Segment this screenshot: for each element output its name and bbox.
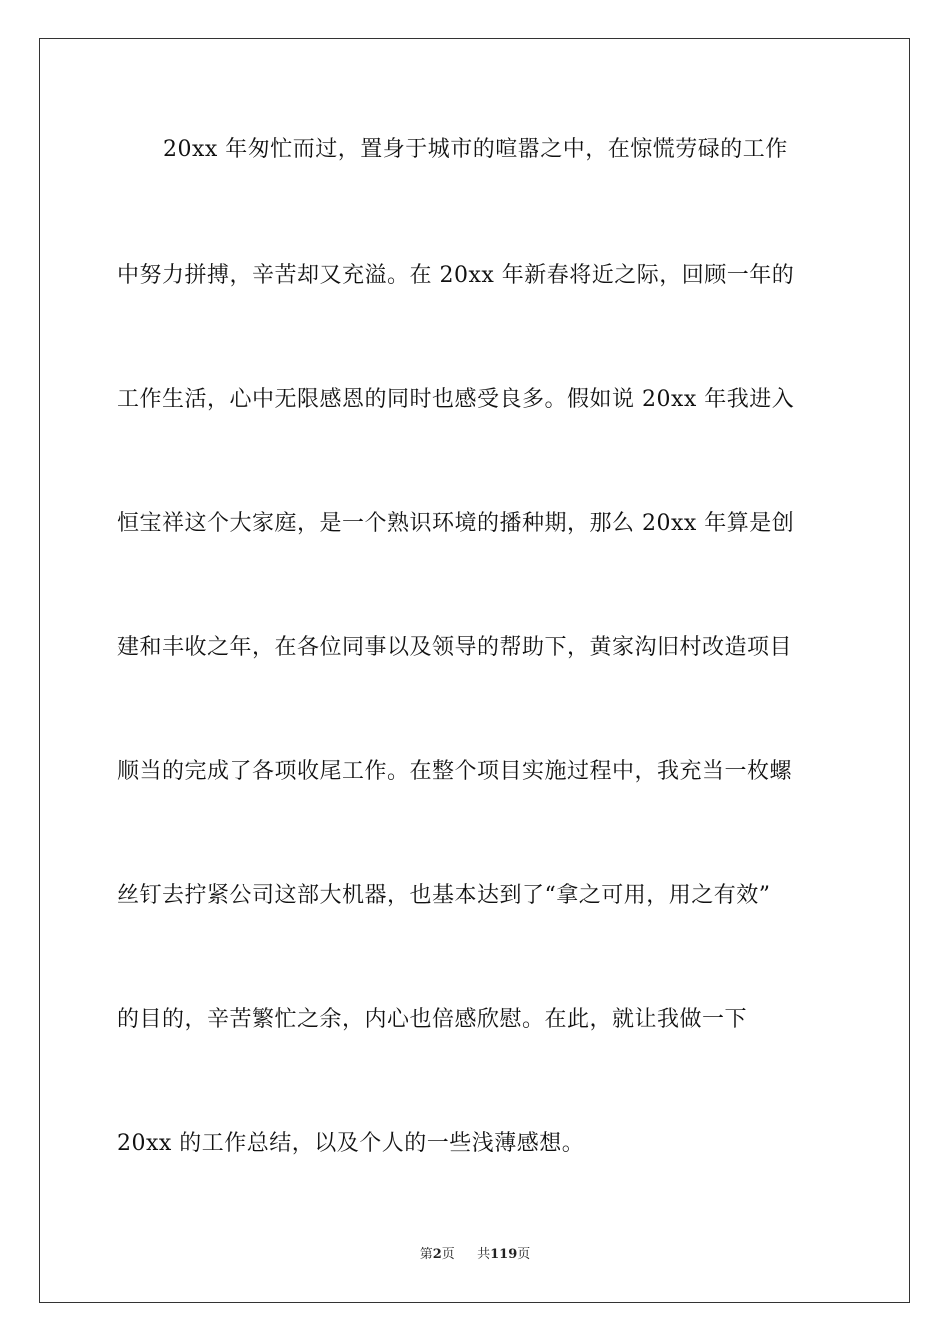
- paragraph-line-2: 中努力拼搏，辛苦却又充溢。在 20xx 年新春将近之际，回顾一年的: [117, 263, 795, 288]
- paragraph-line-1: 20xx 年匆忙而过，置身于城市的喧嚣之中，在惊慌劳碌的工作: [163, 137, 788, 162]
- paragraph-line-8: 的目的，辛苦繁忙之余，内心也倍感欣慰。在此，就让我做一下: [117, 1007, 748, 1032]
- paragraph-line-6: 顺当的完成了各项收尾工作。在整个项目实施过程中，我充当一枚螺: [117, 759, 793, 784]
- page-label-prefix: 第: [419, 1247, 433, 1262]
- page-footer: [0, 1247, 950, 1263]
- paragraph-line-5: 建和丰收之年，在各位同事以及领导的帮助下，黄家沟旧村改造项目: [117, 635, 793, 660]
- total-label-prefix: 共: [477, 1247, 491, 1262]
- page-label-suffix: 页: [441, 1247, 455, 1262]
- page-frame: [39, 38, 910, 1303]
- page-number: 2: [432, 1247, 442, 1262]
- paragraph-line-4: 恒宝祥这个大家庭，是一个熟识环境的播种期，那么 20xx 年算是创: [117, 511, 795, 536]
- paragraph-line-7: 丝钉去拧紧公司这部大机器，也基本达到了“拿之可用，用之有效”: [117, 883, 771, 908]
- total-pages: 119: [490, 1247, 518, 1262]
- total-label-suffix: 页: [517, 1247, 531, 1262]
- paragraph-line-9: 20xx 的工作总结，以及个人的一些浅薄感想。: [117, 1131, 585, 1156]
- paragraph-line-3: 工作生活，心中无限感恩的同时也感受良多。假如说 20xx 年我进入: [117, 387, 795, 412]
